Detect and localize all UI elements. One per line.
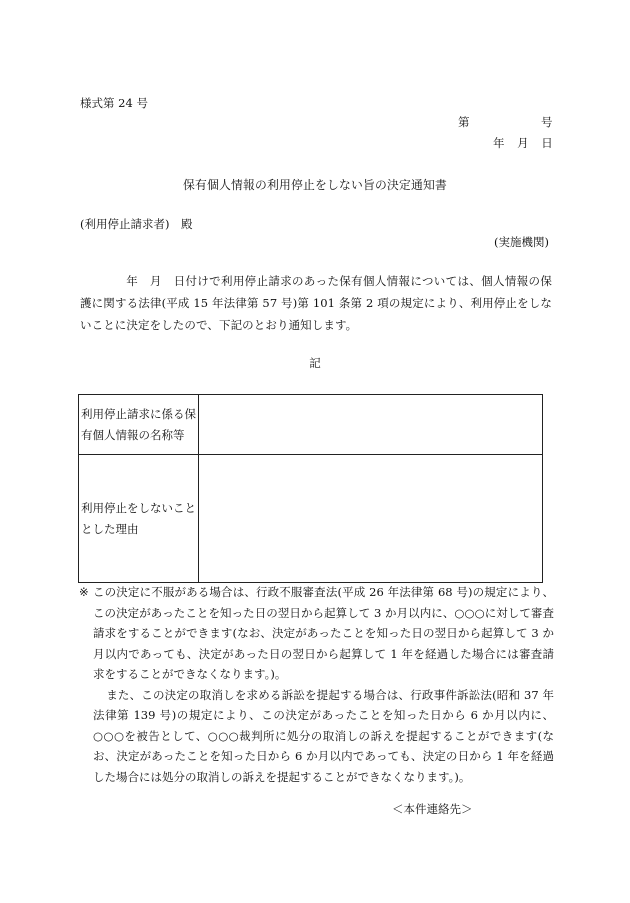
ki-heading: 記 xyxy=(309,356,321,370)
note-mark: ※ xyxy=(79,585,89,599)
issue-date: 年 月 日 xyxy=(493,136,553,150)
note-appeal-text: この決定に不服がある場合は、行政不服審査法(平成 26 年法律第 68 号)の規定により、この決定があったことを知った日の翌日から起算して 3 か月以内に、○○○に対して審査請求をすることができます(なお、決定があったことを知った日の翌日から起算して 3 か月以内であっても、決定があった日の翌日から起算して 1 年を経過した場合には審査請求をすることができなくなります。)。 xyxy=(93,585,554,681)
document-number-label: 第 xyxy=(458,115,470,129)
table-row xyxy=(79,455,543,583)
table-row-value xyxy=(199,455,543,583)
document-title: 保有個人情報の利用停止をしない旨の決定通知書 xyxy=(183,178,447,192)
body-paragraph xyxy=(80,270,552,336)
decision-table xyxy=(78,394,543,583)
addressee: (利用停止請求者) 殿 xyxy=(80,217,193,231)
note-lawsuit-text: また、この決定の取消しを求める訴訟を提起する場合は、行政事件訴訟法(昭和 37 年法律第 139 号)の規定により、この決定があったことを知った日から 6 か月以内に、○○○を被告として、○○○裁判所に処分の取消しの訴えを提起することができます(なお、決定があったことを知った日から 6 か月以内であっても、決定の日から 1 年を経過した場合には処分の取消しの訴えを提起することができなくなります。)。 xyxy=(93,687,554,784)
issuing-agency: (実施機関) xyxy=(494,235,549,249)
table-row-label: 利用停止をしないこととした理由 xyxy=(79,455,199,583)
body-text: 年 月 日付けで利用停止請求のあった保有個人情報については、個人情報の保護に関する法律(平成 15 年法律第 57 号)第 101 条第 2 項の規定により、利用停止をしないことに決定をしたので、下記のとおり通知します。 xyxy=(80,274,552,332)
note-appeal xyxy=(80,582,554,685)
table-row-label: 利用停止請求に係る保有個人情報の名称等 xyxy=(79,395,199,455)
form-number: 様式第 24 号 xyxy=(80,96,148,110)
document-number-suffix: 号 xyxy=(541,115,553,129)
note-lawsuit xyxy=(80,685,554,788)
table-row-value xyxy=(199,395,543,455)
table-row xyxy=(79,395,543,455)
contact-heading: ＜本件連絡先＞ xyxy=(392,802,473,816)
notes-section xyxy=(80,582,554,787)
